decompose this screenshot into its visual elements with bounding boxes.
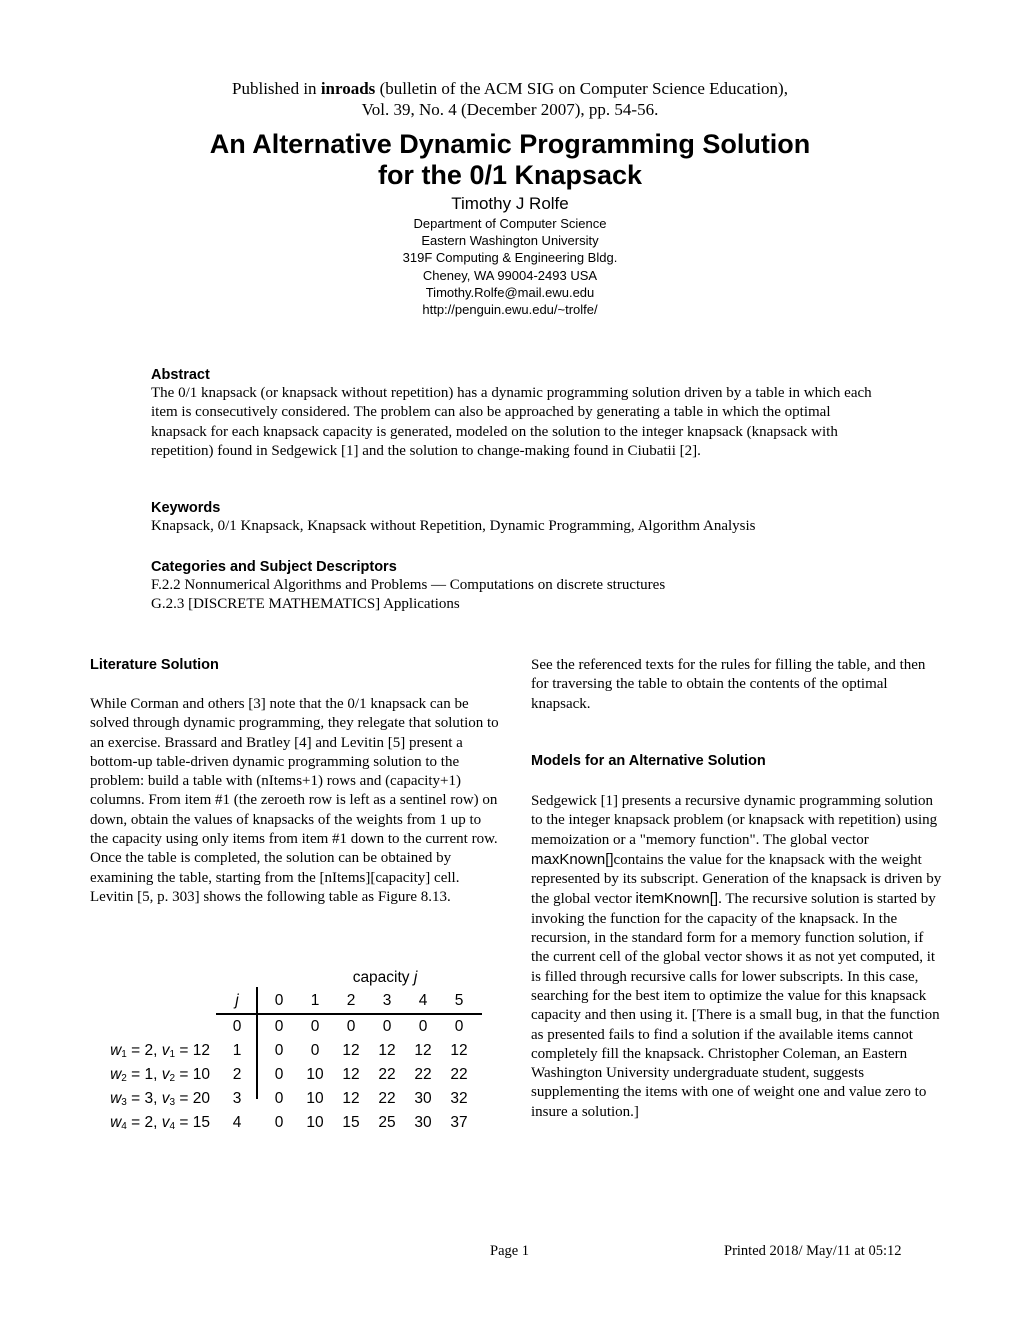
author-email[interactable]: Timothy.Rolfe@mail.ewu.edu	[425, 284, 595, 300]
table-cell: 12	[342, 1066, 360, 1083]
code-maxknown: maxKnown[]	[531, 850, 614, 868]
table-caption: capacity j	[352, 969, 418, 986]
knapsack-table	[80, 965, 490, 1135]
categories-heading: Categories and Subject Descriptors	[151, 559, 397, 575]
table-column-header: 2	[346, 992, 356, 1009]
table-cell: 32	[450, 1090, 468, 1107]
code-itemknown: itemKnown[]	[635, 890, 719, 908]
page-number: Page 1	[490, 1243, 530, 1259]
author-affiliation	[0, 215, 1020, 318]
table-column-header: 3	[382, 992, 392, 1009]
table-column-header: 1	[310, 992, 320, 1009]
table-cell: 0	[274, 1090, 284, 1107]
table-cell: 0	[346, 1018, 356, 1035]
table-cell: 0	[274, 1114, 284, 1131]
table-cell: 0	[274, 1018, 284, 1035]
table-vertical-rule	[256, 987, 258, 1099]
table-cell: 0	[382, 1018, 392, 1035]
printed-timestamp: Printed 2018/ May/11 at 05:12	[724, 1243, 902, 1259]
table-cell: 12	[342, 1090, 360, 1107]
publication-note	[0, 78, 1020, 120]
table-cell: 0	[274, 1066, 284, 1083]
table-cell: 25	[378, 1114, 396, 1131]
table-cell: 15	[342, 1114, 360, 1131]
table-cell: 37	[450, 1114, 468, 1131]
literature-solution-heading: Literature Solution	[90, 657, 219, 673]
table-cell: 12	[450, 1042, 468, 1059]
table-corner-label: j	[235, 992, 239, 1009]
table-cell: 30	[414, 1090, 432, 1107]
title-line-2: for the 0/1 Knapsack	[377, 160, 643, 190]
table-row-index: 2	[232, 1066, 242, 1083]
table-cell: 10	[306, 1090, 324, 1107]
table-cell: 22	[378, 1090, 396, 1107]
table-column-header: 5	[454, 992, 464, 1009]
abstract-heading: Abstract	[151, 367, 210, 383]
table-cell: 0	[310, 1018, 320, 1035]
table-row-label: $w_2 = 1$, $v_2 = 10$	[110, 1066, 210, 1084]
category-line: F.2.2 Nonnumerical Algorithms and Problems — Computations on discrete structures	[151, 577, 666, 593]
table-cell: 22	[450, 1066, 468, 1083]
publication-line-1: Published in inroads (bulletin of the ACM SIG on Computer Science Education),	[232, 79, 788, 98]
table-cell: 10	[306, 1114, 324, 1131]
title-line-1: An Alternative Dynamic Programming Solution	[209, 129, 811, 159]
table-cell: 0	[418, 1018, 428, 1035]
models-heading: Models for an Alternative Solution	[531, 753, 766, 769]
table-cell: 12	[414, 1042, 432, 1059]
author-name: Timothy J Rolfe	[451, 194, 569, 213]
table-horizontal-rule	[216, 1013, 482, 1015]
affiliation-building: 319F Computing & Engineering Bldg.	[402, 250, 618, 266]
author-homepage-link[interactable]: http://penguin.ewu.edu/~trolfe/	[422, 302, 598, 318]
abstract-text: The 0/1 knapsack (or knapsack without repetition) has a dynamic programming solution driven by a table in which each item is consecutively considered. The problem can also be approached by generating a table in which the optimal knapsack for each knapsack capacity is generated, modeled on the solution to the integer knapsack (knapsack with repetition) found in Sedgewick [1] and the solution to change-making found in Ciubatii [2].	[151, 385, 872, 459]
table-cell: 12	[342, 1042, 360, 1059]
category-line: G.2.3 [DISCRETE MATHEMATICS] Applications	[151, 596, 460, 613]
table-cell: 22	[414, 1066, 432, 1083]
abstract-section	[151, 366, 881, 461]
affiliation-university: Eastern Washington University	[421, 233, 599, 249]
table-column-header: 0	[274, 992, 284, 1009]
affiliation-city: Cheney, WA 99004-2493 USA	[422, 267, 598, 283]
table-cell: 12	[378, 1042, 396, 1059]
categories-section	[151, 558, 881, 615]
table-row-label: $w_4 = 2$, $v_4 = 15$	[110, 1114, 210, 1132]
table-row-label: $w_3 = 3$, $v_3 = 20$	[110, 1090, 210, 1108]
table-cell: 0	[310, 1042, 320, 1059]
table-row-index: 3	[232, 1090, 242, 1107]
table-cell: 10	[306, 1066, 324, 1083]
table-column-header: 4	[418, 992, 428, 1009]
table-row-label: $w_1 = 2$, $v_1 = 12$	[110, 1042, 210, 1060]
traversal-note-text: See the referenced texts for the rules for filling the table, and then for traversing the table to obtain the contents of the optimal knapsack.	[531, 657, 926, 712]
literature-solution-text: While Corman and others [3] note that the 0/1 knapsack can be solved through dynamic programming, they relegate that solution to an exercise. Brassard and Bratley [4] and Levitin [5] present a bottom-up table-driven dynamic programming solution to the problem: build a table with (nItems+1) rows and (capacity+1) columns. From item #1 (the zeroeth row is left as a sentinel row) on down, obtain the values of knapsacks of the weights from 1 up to the capacity using only items from item #1 down to the current row. Once the table is completed, the solution can be obtained by examining the table, starting from the [nItems][capacity] cell. Levitin [5, p. 303] shows the following table as Figure 8.13.	[90, 696, 499, 905]
models-text: Sedgewick [1] presents a recursive dynamic programming solution to the integer knapsack problem (or knapsack with repetition) using memoization or a "memory function". The global vector maxKnown[]contains the value for the knapsack with the weight represented by its subscript. Generation of the knapsack is driven by the global vector itemKnown[]. The recursive solution is started by invoking the function for the capacity of the knapsack. In the recursion, in the standard form for a memory function solution, if the current cell of the global vector shows it as not yet computed, it is filled through recursive calls for lower subscripts. In this case, searching for the best item to optimize the value for this knapsack capacity and then using it. [There is a small bug, in that the function as presented fails to find a solution if the available items cannot completely fill the knapsack. Christopher Coleman, an Eastern Washington University undergraduate student, suggests supplementing the items with one of weight one and value zero to insure a solution.]	[531, 793, 942, 1120]
keywords-text: Knapsack, 0/1 Knapsack, Knapsack without Repetition, Dynamic Programming, Algorithm Analysis	[151, 518, 756, 534]
keywords-heading: Keywords	[151, 500, 221, 516]
table-row-index: 0	[232, 1018, 242, 1035]
table-cell: 30	[414, 1114, 432, 1131]
keywords-section	[151, 499, 881, 536]
table-row-index: 4	[232, 1114, 242, 1131]
table-row-index: 1	[232, 1042, 242, 1059]
publication-line-2: Vol. 39, No. 4 (December 2007), pp. 54-56.	[361, 100, 659, 119]
publication-venue: inroads	[320, 79, 376, 98]
table-cell: 0	[454, 1018, 464, 1035]
table-cell: 0	[274, 1042, 284, 1059]
paper-title	[0, 129, 1020, 191]
table-cell: 22	[378, 1066, 396, 1083]
affiliation-department: Department of Computer Science	[413, 216, 607, 231]
